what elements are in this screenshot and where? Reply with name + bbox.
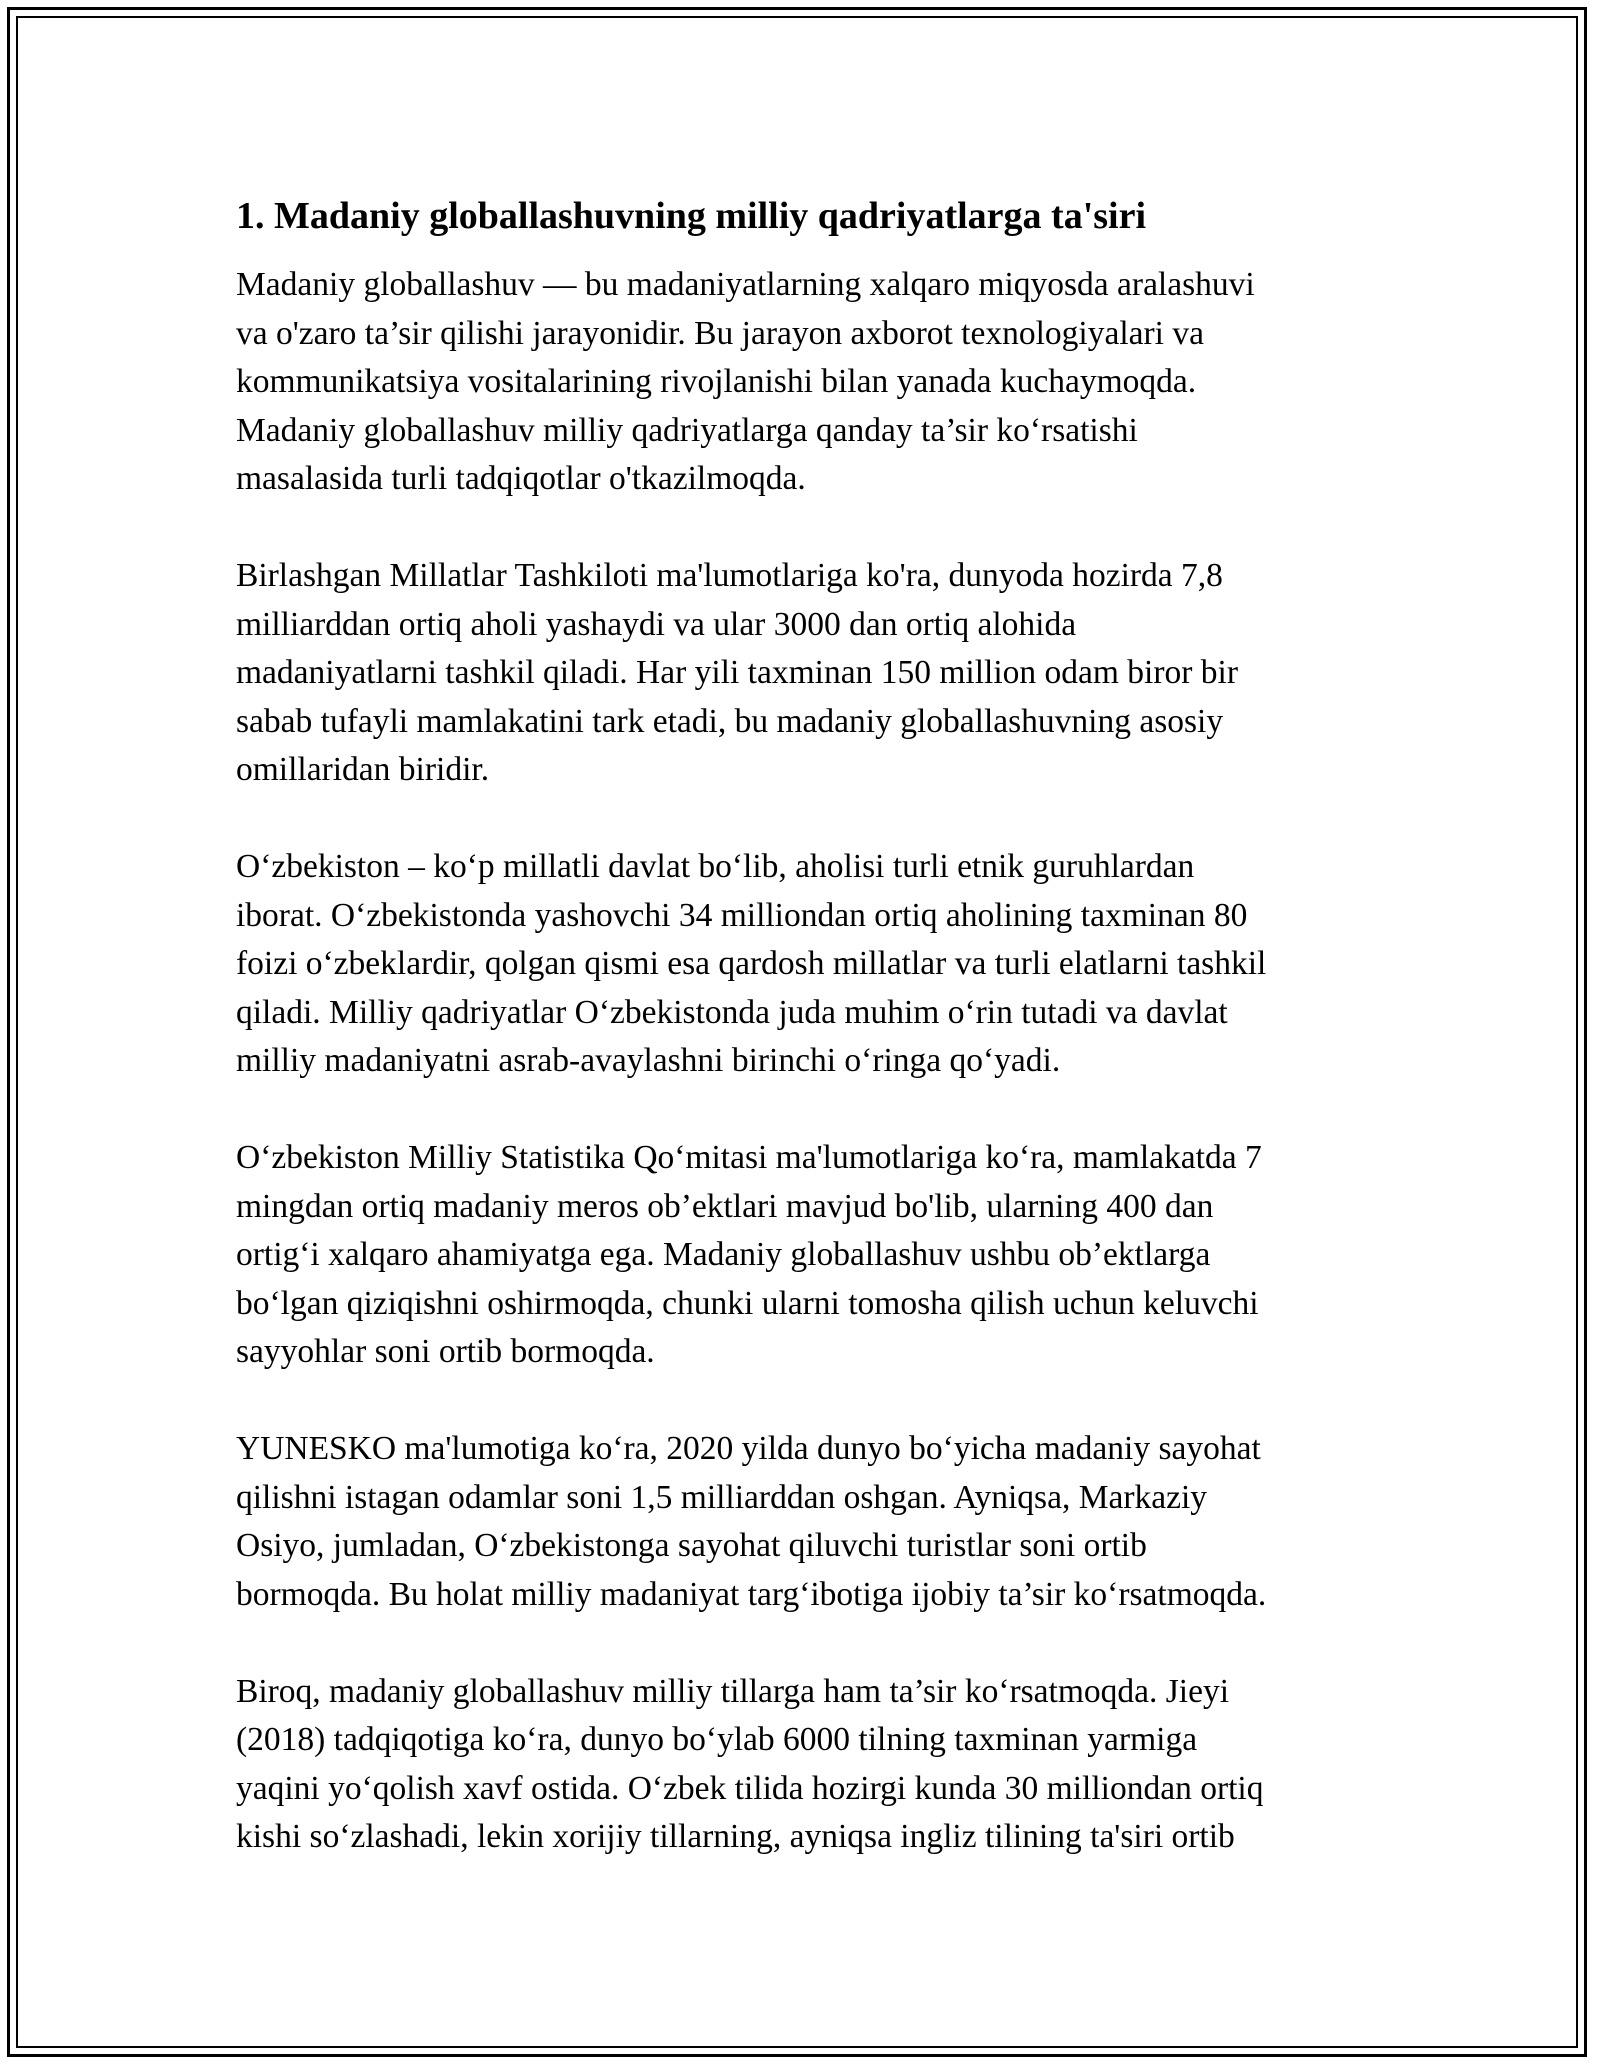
paragraph-line: milliarddan ortiq aholi yashaydi va ular 3000 dan ortiq alohida — [236, 605, 1077, 643]
paragraph-spacer — [236, 1086, 1376, 1135]
paragraph-line: qilishni istagan odamlar soni 1,5 milliarddan oshgan. Ayniqsa, Markaziy — [236, 1478, 1208, 1516]
paragraph — [236, 1134, 1376, 1377]
paragraph-line: kommunikatsiya vositalarining rivojlanishi bilan yanada kuchaymoqda. — [236, 363, 1197, 400]
paragraph-line: (2018) tadqiqotiga ko‘ra, dunyo bo‘ylab 6000 tilning taxminan yarmiga — [236, 1721, 1198, 1758]
paragraph-line: qiladi. Milliy qadriyatlar O‘zbekistonda juda muhim o‘rin tutadi va davlat — [236, 993, 1228, 1031]
paragraph-line: omillaridan biridir. — [236, 751, 490, 788]
paragraph — [236, 552, 1376, 795]
paragraph-line: sayyohlar soni ortib bormoqda. — [236, 1333, 655, 1370]
paragraph-line: ortig‘i xalqaro ahamiyatga ega. Madaniy globallashuv ushbu ob’ektlarga — [236, 1236, 1211, 1273]
paragraph-line: bo‘lgan qiziqishni oshirmoqda, chunki ularni tomosha qilish uchun keluvchi — [236, 1284, 1259, 1322]
paragraph-spacer — [236, 795, 1376, 844]
paragraph-line: va o'zaro ta’sir qilishi jarayonidir. Bu jarayon axborot texnologiyalari va — [236, 314, 1204, 352]
paragraph-line: Madaniy globallashuv — bu madaniyatlarning xalqaro miqyosda aralashuvi — [236, 266, 1255, 303]
paragraph-line: foizi o‘zbeklardir, qolgan qismi esa qardosh millatlar va turli elatlarni tashkil — [236, 945, 1267, 982]
paragraph-spacer — [236, 1619, 1376, 1668]
paragraph-line: iborat. O‘zbekistonda yashovchi 34 milliondan ortiq aholining taxminan 80 — [236, 896, 1248, 934]
paragraph-line: sabab tufayli mamlakatini tark etadi, bu madaniy globallashuvning asosiy — [236, 702, 1224, 740]
paragraph-line: bormoqda. Bu holat milliy madaniyat targ‘ibotiga ijobiy ta’sir ko‘rsatmoqda. — [236, 1575, 1267, 1613]
paragraph-line: Birlashgan Millatlar Tashkiloti ma'lumotlariga ko'ra, dunyoda hozirda 7,8 — [236, 557, 1223, 594]
paragraph-line: O‘zbekiston Milliy Statistika Qo‘mitasi ma'lumotlariga ko‘ra, mamlakatda 7 — [236, 1139, 1262, 1176]
paragraph-line: kishi so‘zlashadi, lekin xorijiy tillarning, ayniqsa ingliz tilining ta'siri ortib — [236, 1818, 1235, 1855]
paragraph-line: yaqini yo‘qolish xavf ostida. O‘zbek tilida hozirgi kunda 30 milliondan ortiq — [236, 1769, 1264, 1807]
paragraph-line: YUNESKO ma'lumotiga ko‘ra, 2020 yilda dunyo bo‘yicha madaniy sayohat — [236, 1430, 1261, 1467]
paragraph-line: mingdan ortiq madaniy meros ob’ektlari mavjud bo'lib, ularning 400 dan — [236, 1187, 1214, 1225]
paragraph — [236, 1425, 1376, 1619]
paragraph-line: milliy madaniyatni asrab-avaylashni birinchi o‘ringa qo‘yadi. — [236, 1042, 1061, 1079]
title-spacer — [236, 244, 1376, 261]
paragraph-line: madaniyatlarni tashkil qiladi. Har yili taxminan 150 million odam biror bir — [236, 654, 1239, 691]
paragraph-line: Madaniy globallashuv milliy qadriyatlarga qanday ta’sir ko‘rsatishi — [236, 411, 1138, 449]
paragraph — [236, 843, 1376, 1086]
paragraph-line: masalasida turli tadqiqotlar o'tkazilmoqda. — [236, 460, 806, 497]
paragraph-spacer — [236, 504, 1376, 553]
paragraph-line: Biroq, madaniy globallashuv milliy tillarga ham ta’sir ko‘rsatmoqda. Jieyi — [236, 1672, 1230, 1710]
paragraph — [236, 1668, 1376, 1862]
document-body — [236, 188, 1376, 1862]
paragraph-spacer — [236, 1377, 1376, 1426]
paragraph-line: O‘zbekiston – ko‘p millatli davlat bo‘lib, aholisi turli etnik guruhlardan — [236, 848, 1195, 885]
paragraph — [236, 261, 1376, 504]
document-title: 1. Madaniy globallashuvning milliy qadriyatlarga ta'siri — [236, 195, 1147, 237]
paragraph-line: Osiyo, jumladan, O‘zbekistonga sayohat qiluvchi turistlar soni ortib — [236, 1527, 1147, 1564]
